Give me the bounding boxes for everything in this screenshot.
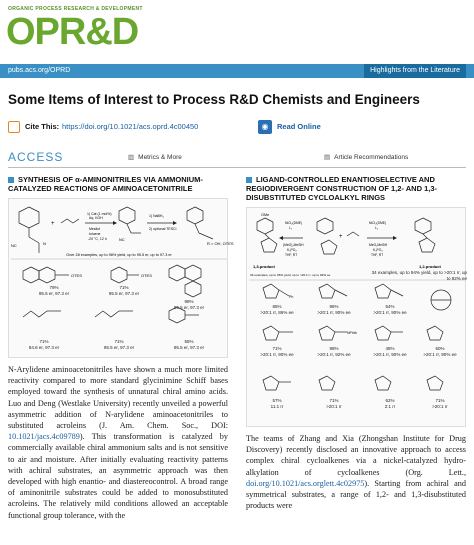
right-product-8-yield: 57% 11:1 rr	[270, 398, 284, 409]
cond-right-5: THF, RT	[371, 253, 384, 257]
svg-text:+: +	[51, 221, 55, 227]
left-scheme-caption: Over 28 examples, up to 98% yield, up to 95.5 er, up to 97.3 er	[66, 253, 172, 257]
left-body-text	[8, 364, 228, 521]
right-product-1	[263, 284, 293, 299]
metrics-button[interactable]	[128, 153, 182, 161]
left-doi-prefix: DOI:	[211, 421, 228, 431]
temp-label: -20 °C, 12 h	[88, 237, 107, 241]
right-body-text	[246, 433, 466, 511]
svg-text:+: +	[339, 234, 343, 240]
left-paragraph-2: ). This transformation is catalyzed by commercially available chiral ammonium salts and is not sensitive to air and moisture. After initially evaluating reactivity patterns with achiral substrates, an asymmetric approach was then developed with high enantio- and diastereocontrol. A broad range of aminonitrile substrates could be added to monosubstituted acroleins. The relatively mild conditions allowed an acceptable functional group tolerance, with the	[8, 432, 228, 520]
catalyst-structure	[169, 265, 201, 297]
section-marker-icon	[246, 177, 252, 183]
divider	[8, 167, 466, 168]
ex-left-caption: 34 examples, up to 96% yield, up to >20:1 rr, up to 92% ee	[250, 273, 331, 277]
section-tab[interactable]: Highlights from the Literature	[364, 64, 466, 78]
left-product-1	[23, 267, 82, 283]
right-product-4	[263, 326, 293, 340]
cond-right-1: NiCl₂(DME)	[369, 221, 387, 225]
left-product-6-yield: 55% 95.5 er, 97.3 er	[173, 339, 205, 350]
document-icon: ▤	[324, 153, 331, 161]
right-product-1-yield: 85% >20:1 rr, 86% ee	[260, 304, 294, 315]
journal-logo[interactable]: OPR&D	[6, 11, 139, 53]
right-product-3	[375, 284, 403, 298]
cond-left-1: NiCl₂(DME)	[285, 221, 303, 225]
left-product-3-yield: 98% 95.5 er, 97.3 er	[173, 299, 205, 310]
journal-header	[0, 0, 474, 62]
left-scheme-drawing	[9, 199, 234, 359]
access-row	[8, 150, 466, 166]
right-product-10-yield: 62% 2:1 rr	[384, 398, 396, 409]
right-product-3-yield: 54% >20:1 rr, 90% ee	[373, 304, 407, 315]
product-12-label: 1,2-product	[419, 264, 441, 269]
left-column	[8, 175, 234, 521]
nphth-label: NPhth	[347, 331, 357, 335]
right-product-11	[427, 376, 443, 390]
right-heading-text: LIGAND-CONTROLLED ENANTIOSELECTIVE AND REGIODIVERGENT CONSTRUCTION OF 1,2- AND 1,3-DISUBSTITUTED CYCLOALKYL RINGS	[246, 175, 437, 202]
cond-left-4: K₃PO₄	[287, 248, 297, 252]
ligand-structure	[431, 290, 451, 310]
right-paragraph-1: The teams of Zhang and Xia (Zhongshan Institute for Drug Discovery) recently disclosed an innovative approach to access complex chiral cycloalkenes via a nickel-catalyzed hydro-alkylation of cycloalkenes (Org. Lett.,	[246, 434, 466, 477]
left-product-5-yield: 71% 95.5 er, 97.3 er	[103, 339, 135, 350]
right-product-2	[319, 284, 347, 298]
right-product-11-yield: 71% >20:1 rr	[432, 398, 448, 409]
left-heading-text: SYNTHESIS OF α-AMINONITRILES VIA AMMONIUM-CATALYZED REACTIONS OF AMINOACETONITRILE	[8, 175, 203, 193]
access-label: ACCESS	[8, 150, 64, 164]
cite-icon[interactable]	[8, 121, 20, 133]
ex-right-caption: 34 examples, up to 94% yield, up to >20:1 rr, up to 92% ee	[371, 270, 467, 281]
right-reaction-scheme	[246, 207, 466, 427]
right-product-5	[319, 326, 357, 340]
svg-text:NC: NC	[119, 237, 125, 242]
left-doi-link[interactable]: 10.1021/jacs.4c09789	[8, 432, 80, 442]
left-reaction-scheme	[8, 198, 234, 358]
right-product-8	[263, 376, 291, 390]
left-product-5	[95, 311, 133, 317]
cond-right-3: MeO₂MeSiH	[369, 243, 388, 247]
cond-right-4: K₃PO₄	[373, 248, 383, 252]
otes-label: OTES	[141, 273, 152, 278]
tescl-label: 2) optional TESCl	[149, 227, 177, 231]
right-product-5-yield: 98% >20:1 rr, 92% ee	[317, 346, 351, 357]
left-product-2-yield: 71% 95.5 er, 97.3 er	[108, 285, 140, 296]
metrics-label: Metrics & More	[138, 154, 182, 161]
read-online-icon[interactable]: ◉	[258, 120, 272, 134]
recommendations-button[interactable]	[324, 153, 408, 161]
right-product-9	[319, 376, 335, 390]
toluene-label: toluene	[89, 232, 101, 236]
product-13-label: 1,3-product	[253, 264, 275, 269]
koh-label: Aq. KOH	[89, 216, 103, 220]
left-product-2	[111, 267, 152, 283]
journal-subtitle: ORGANIC PROCESS RESEARCH & DEVELOPMENT	[8, 6, 143, 12]
right-product-6-yield: 48% >20:1 rr, 90% ee	[373, 346, 407, 357]
right-product-7-yield: 60% >20:1 rr, 90% ee	[423, 346, 457, 357]
right-scheme-drawing	[247, 208, 467, 428]
otes-label: OTES	[71, 273, 82, 278]
left-paragraph-1: N-Arylidene aminoacetonitriles have shown a much more limited reactivity compared to more standard glycinimine Schiff bases employed toward the synthesis of unnatural chiral amino acids. Luo and Deng (Westlake University) recently unveiled a powerful asymmetric addition of N-arylidene aminoacetonitriles to substituted acroleins (J. Am. Chem. Soc.,	[8, 365, 228, 431]
right-column	[246, 175, 466, 511]
right-product-2-yield: 96% >20:1 rr, 90% ee	[317, 304, 351, 315]
right-product-10	[375, 376, 391, 390]
cond-left-5: THF, RT	[285, 253, 298, 257]
svg-text:N: N	[43, 241, 46, 246]
right-product-4-yield: 71% >20:1 rr, 90% ee	[260, 346, 294, 357]
cite-doi-link[interactable]: https://doi.org/10.1021/acs.oprd.4c00450	[62, 122, 199, 131]
right-product-6	[375, 326, 403, 340]
left-product-4	[23, 311, 61, 317]
right-doi-link[interactable]: doi.org/10.1021/acs.orglett.4c02975	[246, 478, 365, 488]
recommendations-label: Article Recommendations	[334, 154, 409, 161]
cite-label: Cite This:	[25, 122, 60, 131]
svg-text:NC: NC	[11, 243, 17, 248]
cat-label: 1) Cat (1 mol%)	[87, 212, 112, 216]
right-section-heading	[246, 175, 466, 202]
journal-url[interactable]: pubs.acs.org/OPRD	[8, 67, 71, 74]
bar-chart-icon: ▥	[128, 153, 135, 161]
section-marker-icon	[8, 177, 14, 183]
ome-label: OMe	[261, 213, 270, 217]
right-paragraph-2: ). Starting from achiral and symmetrical substrates, a range of 1,2- and 1,3-disubstituted products were	[246, 478, 466, 511]
ph-label: Ph	[289, 295, 294, 299]
cite-row	[8, 120, 466, 136]
left-section-heading	[8, 175, 228, 193]
mesitol-label: Mesitol	[89, 227, 101, 231]
cond-left-3: (MeO)₂MeSiH	[283, 243, 304, 247]
left-product-1-yield: 79% 95.5 er, 97.3 er	[38, 285, 70, 296]
url-bar	[0, 64, 474, 78]
cond-right-2: L₂	[375, 226, 379, 230]
right-product-9-yield: 71% >20:1 rr	[326, 398, 342, 409]
left-product-4-yield: 71% 84.6 er, 97.3 er	[28, 339, 60, 350]
article-title: Some Items of Interest to Process R&D Chemists and Engineers	[8, 92, 420, 107]
read-online-link[interactable]: Read Online	[277, 122, 321, 131]
right-product-7	[427, 326, 443, 340]
nabh4-label: 1) NaBH₄	[149, 214, 164, 218]
cond-left-2: L₁	[289, 226, 292, 230]
r-eq-label: R = OH, OTES	[207, 241, 234, 246]
